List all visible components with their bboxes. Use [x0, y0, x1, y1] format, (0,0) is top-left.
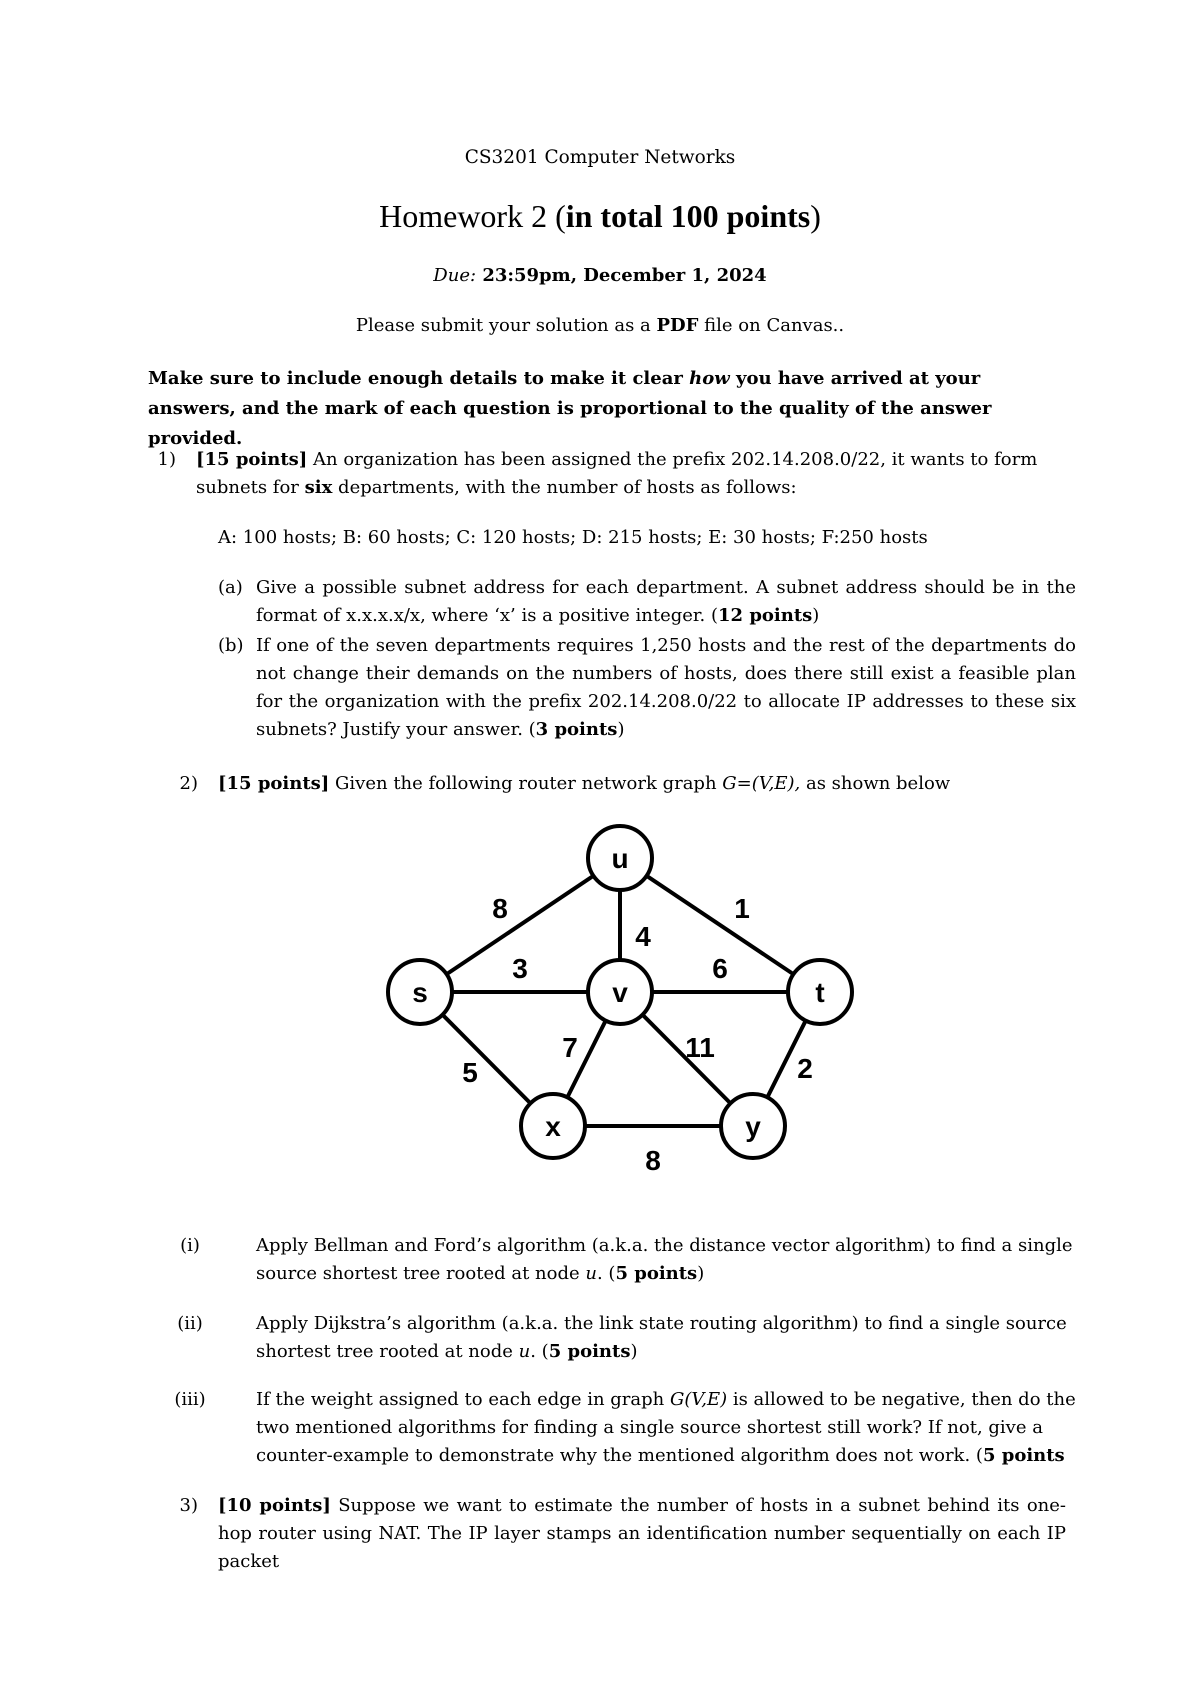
q2-text [218, 770, 1098, 798]
q1a-text [256, 574, 1076, 630]
title-close: ) [810, 198, 821, 234]
q2-text-part2: as shown below [800, 773, 951, 794]
q2i-text: Apply Bellman and Ford’s algorithm (a.k.a. the distance vector algorithm) to find a single source shortest tree rooted at node u. (5 points) [256, 1235, 1073, 1284]
note-text-end: you have arrived at your answers, and the mark of each question is proportional to the quality of the answer provided. [148, 368, 992, 449]
grading-note [148, 364, 1068, 454]
q1-points: [15 points] [196, 449, 308, 470]
due-value: 23:59pm, December 1, 2024 [476, 265, 767, 286]
weight-v-t: 6 [712, 953, 728, 984]
q1a-close: ) [812, 605, 820, 626]
submit-format: PDF [656, 315, 699, 336]
q1b-label: (b) [218, 635, 244, 656]
q2-text-part1: Given the following router network graph [329, 773, 723, 794]
q1-number: 1) [157, 449, 176, 470]
q1-six: six [304, 477, 333, 498]
q2ii-body: Apply Dijkstra’s algorithm (a.k.a. the link state routing algorithm) to find a single source shortest tree rooted at node [256, 1313, 1067, 1362]
q1-hosts: A: 100 hosts; B: 60 hosts; C: 120 hosts; D: 215 hosts; E: 30 hosts; F:250 hosts [218, 527, 928, 548]
q3-number: 3) [179, 1495, 198, 1516]
note-emphasis: how [689, 368, 730, 389]
submit-text: Please submit your solution as a [355, 315, 657, 336]
q2i-body: Apply Bellman and Ford’s algorithm (a.k.a. the distance vector algorithm) to find a single source shortest tree rooted at node [256, 1235, 1073, 1284]
weight-t-y: 2 [797, 1053, 813, 1084]
due-date [0, 262, 1200, 290]
q1-text-part2: departments, with the number of hosts as follows: [332, 477, 797, 498]
q3-points: [10 points] [218, 1495, 331, 1516]
q1b-text [256, 632, 1076, 744]
due-label: Due: [433, 265, 477, 286]
q2ii-node: u [518, 1341, 531, 1362]
q1a-body: Give a possible subnet address for each department. A subnet address should be in the format of x.x.x.x/x, where ‘x’ is a positive integer. ( [256, 577, 1076, 626]
node-label-t: t [815, 977, 825, 1008]
q2i-label: (i) [180, 1235, 200, 1256]
q2i-node: u [585, 1263, 597, 1284]
q2iii-graph: G(V,E) [669, 1389, 728, 1410]
q2i-points: 5 points [615, 1263, 698, 1284]
q2iii-body2: is allowed to be negative, then do the two mentioned algorithms for finding a single source shortest still work? If not, give a counter-example to demonstrate why the mentioned algorithm does not work. ( [256, 1389, 1076, 1466]
q1a-points: 12 points [718, 605, 813, 626]
title-text: Homework 2 ( [379, 198, 566, 234]
q1-text-part1: An organization has been assigned the prefix 202.14.208.0/22, it wants to form subnets for [196, 449, 1038, 498]
course-title: CS3201 Computer Networks [464, 147, 736, 168]
node-label-x: x [545, 1111, 561, 1142]
q1b-points: 3 points [535, 719, 618, 740]
q2ii-text: Apply Dijkstra’s algorithm (a.k.a. the link state routing algorithm) to find a single source shortest tree rooted at node u. (5 points) [256, 1313, 1067, 1362]
q2-points: [15 points] [218, 773, 330, 794]
q1a-label: (a) [218, 577, 243, 598]
node-label-s: s [412, 977, 428, 1008]
node-label-u: u [611, 843, 629, 874]
homework-title [0, 196, 1200, 236]
q2iii-label: (iii) [174, 1389, 206, 1410]
note-text: Make sure to include enough details to make it clear [148, 368, 690, 389]
weight-s-x: 5 [462, 1057, 478, 1088]
q3-body: Suppose we want to estimate the number of hosts in a subnet behind its one-hop router using NAT. The IP layer stamps an identification number sequentially on each IP packet [218, 1495, 1066, 1572]
weight-s-v: 3 [512, 953, 528, 984]
q1b-body: If one of the seven departments requires 1,250 hosts and the rest of the departments do not change their demands on the numbers of hosts, does there still exist a feasible plan for the organization with the prefix 202.14.208.0/22 to allocate IP addresses to these six subnets? Justify your answer. ( [256, 635, 1076, 740]
q2iii-text [256, 1386, 1076, 1470]
q3-text [218, 1492, 1066, 1576]
network-graph [370, 820, 870, 1180]
q2ii-points: 5 points [548, 1341, 631, 1362]
q1-text [196, 446, 1076, 502]
weight-v-y: 11 [685, 1032, 715, 1063]
submit-text-end: file on Canvas.. [698, 315, 845, 336]
weight-x-v: 7 [562, 1032, 578, 1063]
weight-s-u: 8 [492, 893, 508, 924]
q1b-close: ) [617, 719, 625, 740]
q2-graph-notation: G=(V,E), [722, 773, 801, 794]
weight-x-y: 8 [645, 1145, 661, 1176]
q2iii-body1: If the weight assigned to each edge in graph [256, 1389, 670, 1410]
weight-u-v: 4 [635, 921, 651, 952]
q2ii-label: (ii) [177, 1313, 203, 1334]
q2-number: 2) [179, 773, 198, 794]
submission-instructions [0, 312, 1200, 340]
node-label-v: v [612, 977, 628, 1008]
q2iii-points: 5 points [982, 1445, 1065, 1466]
node-label-y: y [745, 1111, 761, 1142]
title-points: in total 100 points [565, 198, 811, 234]
weight-u-t: 1 [734, 893, 750, 924]
